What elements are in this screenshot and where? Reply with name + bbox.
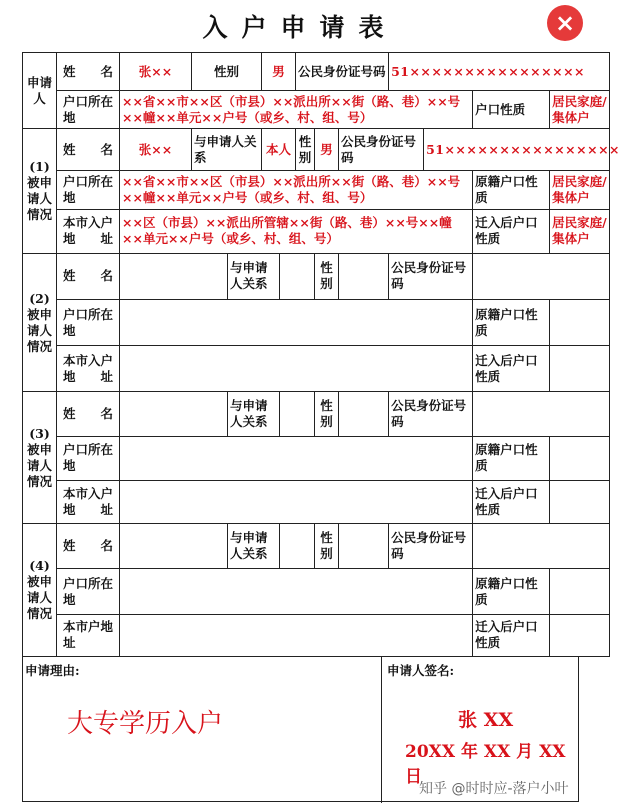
nature-after-label: 迁入后户口性质 <box>473 210 550 253</box>
person-2-relationship[interactable] <box>280 253 315 299</box>
city-address-label: 本市入户地址 <box>57 210 120 253</box>
signature-label: 申请人签名: <box>387 663 455 678</box>
hukou-location-label: 户口所在地 <box>57 569 120 614</box>
person-4-nature-after[interactable] <box>550 614 610 656</box>
name-label: 姓名 <box>57 524 120 569</box>
name-label: 姓名 <box>57 129 120 171</box>
signature-divider <box>381 657 382 803</box>
person-4-hukou-location[interactable] <box>120 569 473 614</box>
person-4-id-number[interactable] <box>473 524 610 569</box>
relationship-label: 与申请人关系 <box>192 129 262 171</box>
id-number-label: 公民身份证号码 <box>389 392 473 436</box>
applicant-hukou-location[interactable]: ××省××市××区（市县）××派出所××街（路、巷）××号××幢××单元××户号（或乡、村、组、号） <box>120 91 473 129</box>
person-1-original-nature[interactable]: 居民家庭/集体户 <box>550 171 610 210</box>
person-1-row-2 <box>23 171 610 210</box>
nature-after-label: 迁入后户口性质 <box>473 480 550 523</box>
person-4-row-1 <box>23 524 610 569</box>
name-label: 姓名 <box>57 53 120 91</box>
person-3-row-2 <box>23 436 610 480</box>
person-4-row-3 <box>23 614 610 656</box>
person-3-hukou-location[interactable] <box>120 436 473 480</box>
person-4-relationship[interactable] <box>280 524 315 569</box>
person-2-original-nature[interactable] <box>550 299 610 345</box>
person-4-original-nature[interactable] <box>550 569 610 614</box>
person-1-city-address[interactable]: ××区（市县）××派出所管辖××街（路、巷）××号××幢××单元××户号（或乡、村、组、号） <box>120 210 473 253</box>
form-title: 入户申请表 <box>202 13 398 42</box>
person-1-id-number[interactable]: 51×××××××××××××××× <box>424 129 610 171</box>
gender-label: 性别 <box>192 53 262 91</box>
person-3-relationship[interactable] <box>280 392 315 436</box>
person-2-id-number[interactable] <box>473 253 610 299</box>
person-2-section-label: (2)被申请人情况 <box>23 253 57 392</box>
id-number-label: 公民身份证号码 <box>339 129 424 171</box>
person-1-row-1 <box>23 129 610 171</box>
nature-after-label: 迁入后户口性质 <box>473 614 550 656</box>
person-2-nature-after[interactable] <box>550 346 610 392</box>
original-nature-label: 原籍户口性质 <box>473 171 550 210</box>
name-label: 姓名 <box>57 392 120 436</box>
hukou-location-label: 户口所在地 <box>57 171 120 210</box>
person-2-city-address[interactable] <box>120 346 473 392</box>
person-3-id-number[interactable] <box>473 392 610 436</box>
applicant-id-number[interactable]: 51×××××××××××××××× <box>389 53 610 91</box>
original-nature-label: 原籍户口性质 <box>473 436 550 480</box>
person-2-row-1 <box>23 253 610 299</box>
original-nature-label: 原籍户口性质 <box>473 569 550 614</box>
person-4-name[interactable] <box>120 524 228 569</box>
relationship-label: 与申请人关系 <box>228 253 280 299</box>
gender-label: 性别 <box>315 253 339 299</box>
applicant-hukou-nature[interactable]: 居民家庭/集体户 <box>550 91 610 129</box>
person-4-gender[interactable] <box>339 524 389 569</box>
person-3-row-1 <box>23 392 610 436</box>
close-icon[interactable]: × <box>547 5 583 41</box>
name-label: 姓名 <box>57 253 120 299</box>
applicant-row-1 <box>23 53 610 91</box>
city-address-label: 本市入户地址 <box>57 346 120 392</box>
application-form-table <box>22 52 620 657</box>
hukou-nature-label: 户口性质 <box>473 91 550 129</box>
person-1-section-label: (1)被申请人情况 <box>23 129 57 253</box>
applicant-gender[interactable]: 男 <box>262 53 296 91</box>
person-1-relationship[interactable]: 本人 <box>262 129 296 171</box>
gender-label: 性别 <box>296 129 315 171</box>
signature-name[interactable]: 张 XX <box>458 709 514 731</box>
relationship-label: 与申请人关系 <box>228 524 280 569</box>
person-2-row-2 <box>23 299 610 345</box>
person-4-section-label: (4)被申请人情况 <box>23 524 57 657</box>
person-3-city-address[interactable] <box>120 480 473 523</box>
gender-label: 性别 <box>315 392 339 436</box>
person-3-original-nature[interactable] <box>550 436 610 480</box>
original-nature-label: 原籍户口性质 <box>473 299 550 345</box>
person-1-nature-after[interactable]: 居民家庭/集体户 <box>550 210 610 253</box>
person-2-row-3 <box>23 346 610 392</box>
city-address-label: 本市户地址 <box>57 614 120 656</box>
id-number-label: 公民身份证号码 <box>296 53 389 91</box>
person-4-city-address[interactable] <box>120 614 473 656</box>
hukou-location-label: 户口所在地 <box>57 91 120 129</box>
id-number-label: 公民身份证号码 <box>389 253 473 299</box>
id-number-label: 公民身份证号码 <box>389 524 473 569</box>
reason-label: 申请理由: <box>25 663 80 678</box>
person-3-row-3 <box>23 480 610 523</box>
person-2-gender[interactable] <box>339 253 389 299</box>
relationship-label: 与申请人关系 <box>228 392 280 436</box>
signature-date[interactable]: 20XX 年 XX 月 XX 日 <box>405 742 566 787</box>
applicant-name[interactable]: 张×× <box>120 53 192 91</box>
person-3-section-label: (3)被申请人情况 <box>23 392 57 524</box>
person-2-hukou-location[interactable] <box>120 299 473 345</box>
person-2-name[interactable] <box>120 253 228 299</box>
gender-label: 性别 <box>315 524 339 569</box>
person-1-gender[interactable]: 男 <box>315 129 339 171</box>
city-address-label: 本市入户地址 <box>57 480 120 523</box>
person-3-nature-after[interactable] <box>550 480 610 523</box>
person-3-name[interactable] <box>120 392 228 436</box>
applicant-row-2 <box>23 91 610 129</box>
applicant-section-label: 申请人 <box>23 53 57 129</box>
reason-text[interactable]: 大专学历入户 <box>67 709 224 739</box>
person-4-row-2 <box>23 569 610 614</box>
person-1-row-3 <box>23 210 610 253</box>
nature-after-label: 迁入后户口性质 <box>473 346 550 392</box>
person-3-gender[interactable] <box>339 392 389 436</box>
hukou-location-label: 户口所在地 <box>57 299 120 345</box>
person-1-hukou-location[interactable]: ××省××市××区（市县）××派出所××街（路、巷）××号××幢××单元××户号（或乡、村、组、号） <box>120 171 473 210</box>
hukou-location-label: 户口所在地 <box>57 436 120 480</box>
watermark: 知乎 @时时应-落户小叶 <box>419 781 569 797</box>
person-1-name[interactable]: 张×× <box>120 129 192 171</box>
